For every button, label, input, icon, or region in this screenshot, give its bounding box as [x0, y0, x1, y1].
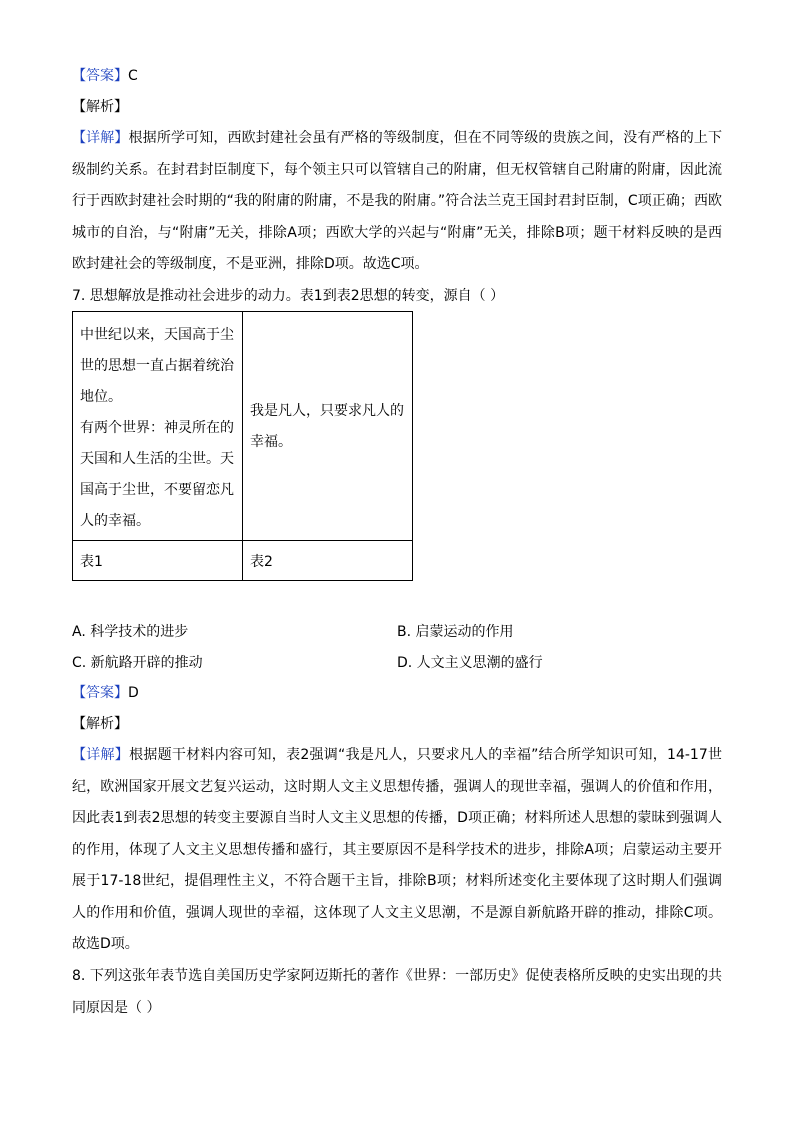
option-d: D. 人文主义思潮的盛行	[397, 655, 543, 671]
table-cell-1-paragraph-1: 中世纪以来，天国高于尘世的思想一直占据着统治地位。	[80, 327, 234, 405]
q6-answer-value: C	[128, 68, 138, 84]
q7-answer-tag: 【答案】	[72, 685, 128, 701]
q7-detail-paragraph	[72, 740, 722, 961]
q7-detail-tag: 【详解】	[72, 747, 130, 763]
q7-answer-value: D	[128, 685, 139, 701]
option-c: C. 新航路开辟的推动	[72, 655, 203, 671]
q7-stem: 7. 思想解放是推动社会进步的动力。表1到表2思想的转变，源自（ ）	[72, 288, 505, 304]
q6-answer-tag: 【答案】	[72, 68, 128, 84]
q7-table	[72, 311, 413, 581]
table-cell-1	[73, 312, 243, 541]
q6-answer-line	[72, 66, 138, 86]
q7-analysis-tag: 【解析】	[72, 716, 128, 732]
table-cell-2-text: 我是凡人，只要求凡人的幸福。	[250, 403, 404, 450]
option-a: A. 科学技术的进步	[72, 624, 189, 640]
option-b: B. 启蒙运动的作用	[397, 624, 514, 640]
table-cell-1-paragraph-2: 有两个世界：神灵所在的天国和人生活的尘世。天国高于尘世，不要留恋凡人的幸福。	[80, 420, 234, 529]
q7-answer-line	[72, 683, 139, 703]
q7-detail-text: 根据题干材料内容可知，表2强调“我是凡人，只要求凡人的幸福”结合所学知识可知，14-17世纪，欧洲国家开展文艺复兴运动，这时期人文主义思想传播，强调人的现世幸福，强调人的价值和作用，因此表1到表2思想的转变主要源自当时人文主义思想的传播，D项正确；材料所述人思想的蒙昧到强调人的作用，体现了人文主义思想传播和盛行，其主要原因不是科学技术的进步，排除A项；启蒙运动主要开展于17-18世纪，提倡理性主义，不符合题干主旨，排除B项；材料所述变化主要体现了这时期人们强调人的作用和价值，强调人现世的幸福，这体现了人文主义思潮，不是源自新航路开辟的推动，排除C项。故选D项。	[72, 747, 723, 952]
q6-detail-text: 根据所学可知，西欧封建社会虽有严格的等级制度，但在不同等级的贵族之间，没有严格的上下级制约关系。在封君封臣制度下，每个领主只可以管辖自己的附庸，但无权管辖自己附庸的附庸，因此流行于西欧封建社会时期的“我的附庸的附庸，不是我的附庸。”符合法兰克王国封君封臣制，C项正确；西欧城市的自治，与“附庸”无关，排除A项；西欧大学的兴起与“附庸”无关，排除B项；题干材料反映的是西欧封建社会的等级制度，不是亚洲，排除D项。故选C项。	[72, 130, 723, 272]
table-label-2: 表2	[243, 541, 413, 581]
q6-detail-tag: 【详解】	[72, 130, 129, 146]
q8-stem: 8. 下列这张年表节选自美国历史学家阿迈斯托的著作《世界：一部历史》促使表格所反映的史实出现的共同原因是（ ）	[72, 968, 722, 1016]
q6-detail-paragraph	[72, 123, 722, 281]
q6-analysis-tag: 【解析】	[72, 99, 128, 115]
table-cell-2	[243, 312, 413, 541]
table-label-1: 表1	[73, 541, 243, 581]
